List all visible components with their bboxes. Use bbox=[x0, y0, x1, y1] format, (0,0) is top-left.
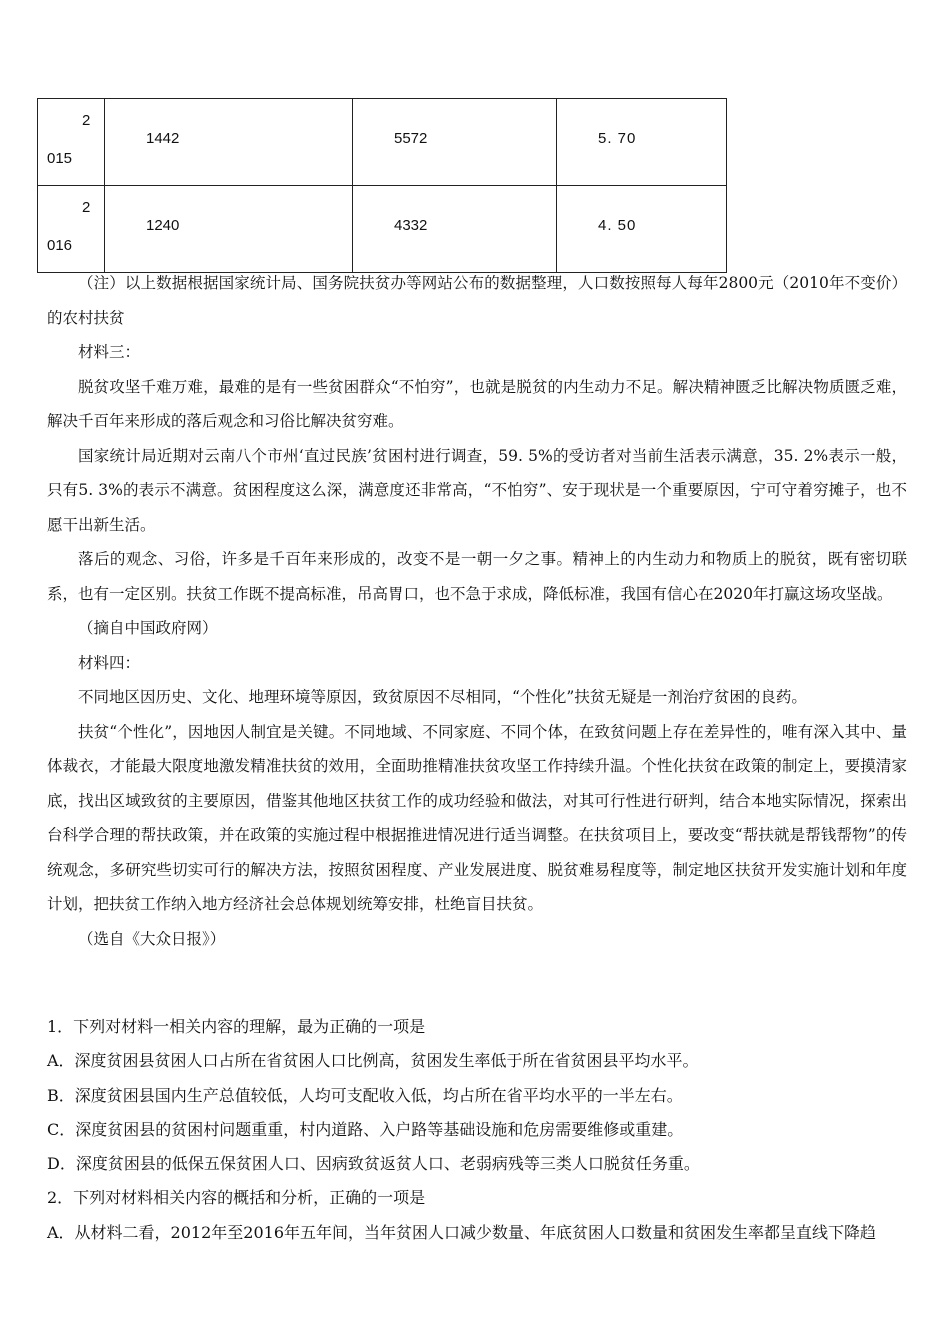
remaining-cell bbox=[353, 99, 557, 186]
remaining-value: 4332 bbox=[394, 217, 428, 234]
source-note: （摘自中国政府网） bbox=[78, 619, 218, 637]
paragraph: 落后的观念、习俗，许多是千百年来形成的，改变不是一朝一夕之事。精神上的内生动力和物质上的脱贫，既有密切联系，也有一定区别。扶贫工作既不提高标准，吊高胃口，也不急于求成，降低标准，我国有信心在2020年打赢这场攻坚战。 bbox=[47, 550, 907, 603]
paragraph: 扶贫“个性化”，因地因人制宜是关键。不同地域、不同家庭、不同个体，在致贫问题上存在差异性的，唯有深入其中、量体裁衣，才能最大限度地激发精准扶贫的效用，全面助推精准扶贫攻坚工作持续升温。个性化扶贫在政策的制定上，要摸清家底，找出区域致贫的主要原因，借鉴其他地区扶贫工作的成功经验和做法，对其可行性进行研判，结合本地实际情况，探索出台科学合理的帮扶政策，并在政策的实施过程中根据推进情况进行适当调整。在扶贫项目上，要改变“帮扶就是帮钱帮物”的传统观念，多研究些切实可行的解决方法，按照贫困程度、产业发展进度、脱贫难易程度等，制定地区扶贫开发实施计划和年度计划，把扶贫工作纳入地方经济社会总体规划统筹安排，杜绝盲目扶贫。 bbox=[47, 722, 907, 913]
answer-option: A．从材料二看，2012年至2016年五年间，当年贫困人口减少数量、年底贫困人口数量和贫困发生率都呈直线下降趋 bbox=[47, 1222, 876, 1242]
year-cell bbox=[38, 99, 105, 186]
source-note: （选自《大众日报》） bbox=[78, 929, 226, 948]
table-row bbox=[38, 186, 727, 273]
reduced-value: 1442 bbox=[146, 130, 180, 147]
material-heading: 材料三： bbox=[78, 343, 141, 361]
reduced-value: 1240 bbox=[146, 217, 180, 234]
year-part: 016 bbox=[47, 237, 73, 254]
remaining-value: 5572 bbox=[394, 130, 428, 147]
remaining-cell bbox=[353, 186, 557, 273]
questions bbox=[47, 1010, 917, 1250]
question-stem: 1．下列对材料一相关内容的理解，最为正确的一项是 bbox=[47, 1017, 426, 1036]
reduced-cell bbox=[105, 186, 353, 273]
rate-cell bbox=[557, 186, 727, 273]
poverty-data-table bbox=[37, 98, 727, 273]
answer-option: C．深度贫困县的贫困村问题重重，村内道路、入户路等基础设施和危房需要维修或重建。 bbox=[47, 1119, 684, 1139]
rate-cell bbox=[557, 99, 727, 186]
table-note: （注）以上数据根据国家统计局、国务院扶贫办等网站公布的数据整理，人口数按照每人每年2800元（2010年不变价）的农村扶贫 bbox=[47, 274, 907, 327]
year-part: 2 bbox=[82, 199, 91, 216]
paragraph: 国家统计局近期对云南八个市州‘直过民族’贫困村进行调查，59. 5%的受访者对当前生活表示满意，35. 2%表示一般，只有5. 3%的表示不满意。贫困程度这么深，满意度还非常高，“不怕穷”、安于现状是一个重要原因，宁可守着穷摊子，也不愿干出新生活。 bbox=[47, 446, 907, 534]
answer-option: B．深度贫困县国内生产总值较低，人均可支配收入低，均占所在省平均水平的一半左右。 bbox=[47, 1085, 683, 1105]
material-heading: 材料四： bbox=[78, 653, 141, 672]
year-part: 015 bbox=[47, 150, 73, 167]
reduced-cell bbox=[105, 99, 353, 186]
rate-value: 5. 70 bbox=[598, 130, 637, 147]
article-body bbox=[47, 266, 907, 956]
paragraph: 脱贫攻坚千难万难，最难的是有一些贫困群众“不怕穷”，也就是脱贫的内生动力不足。解决精神匮乏比解决物质匮乏难，解决千百年来形成的落后观念和习俗比解决贫穷难。 bbox=[47, 377, 907, 430]
year-cell bbox=[38, 186, 105, 273]
answer-option: A．深度贫困县贫困人口占所在省贫困人口比例高，贫困发生率低于所在省贫困县平均水平。 bbox=[47, 1051, 699, 1071]
paragraph: 不同地区因历史、文化、地理环境等原因，致贫原因不尽相同，“个性化”扶贫无疑是一剂治疗贫困的良药。 bbox=[78, 688, 807, 706]
answer-option: D．深度贫困县的低保五保贫困人口、因病致贫返贫人口、老弱病残等三类人口脱贫任务重。 bbox=[47, 1154, 700, 1174]
table-row bbox=[38, 99, 727, 186]
question-stem: 2．下列对材料相关内容的概括和分析，正确的一项是 bbox=[47, 1188, 426, 1208]
year-part: 2 bbox=[82, 112, 91, 129]
rate-value: 4. 50 bbox=[598, 217, 637, 234]
